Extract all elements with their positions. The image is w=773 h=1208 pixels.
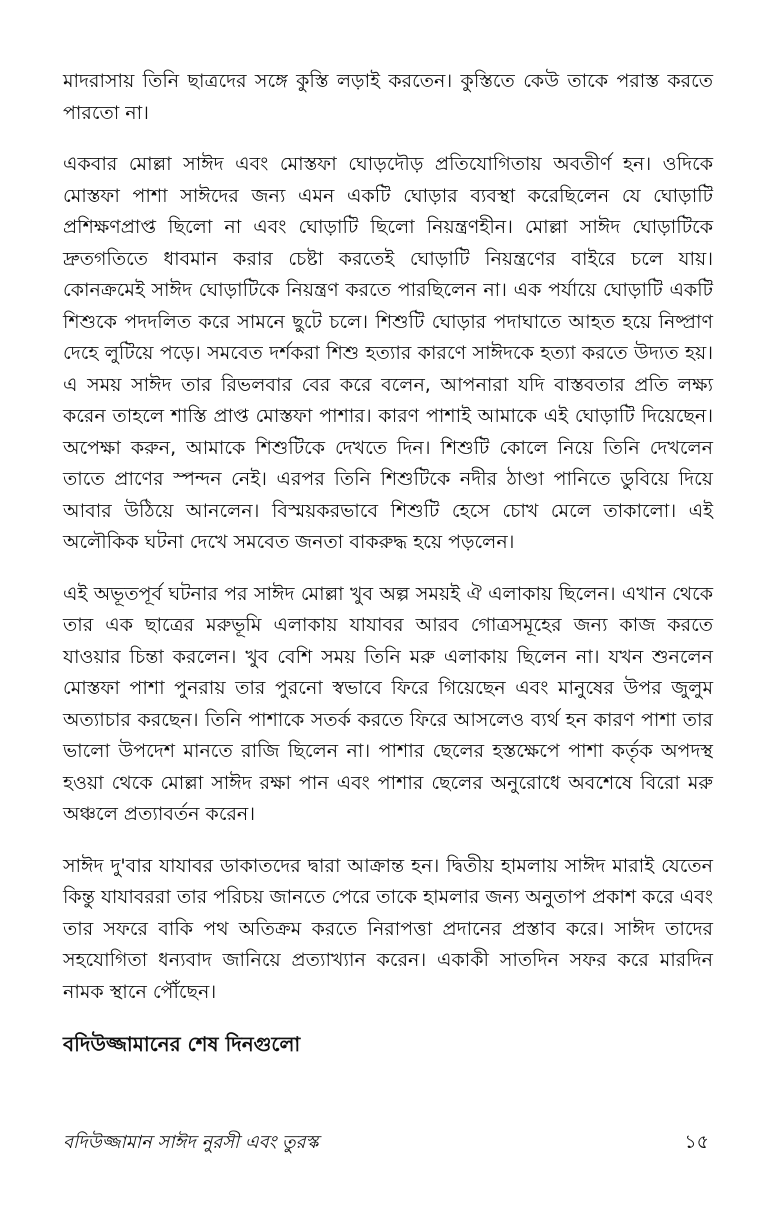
section-heading: বদিউজ্জামানের শেষ দিনগুলো — [63, 1032, 301, 1056]
page-number: ১৫ — [684, 1131, 709, 1153]
page-footer — [63, 1128, 713, 1160]
page-body — [63, 66, 713, 1060]
paragraph: সাঈদ দু'বার যাযাবর ডাকাতদের দ্বারা আক্রান্ত হন। দ্বিতীয় হামলায় সাঈদ মারাই যেতেন কিন্তু যাযাবররা তার পরিচয় জানতে পেরে তাকে হামলার জন্য অনুতাপ প্রকাশ করে এবং তার সফরে বাকি পথ অতিক্রম করতে নিরাপত্তা প্রদানের প্রস্তাব করে। সাঈদ তাদের সহযোগিতা ধন্যবাদ জানিয়ে প্রত্যাখ্যান করেন। একাকী সাতদিন সফর করে মারদিন নামক স্থানে পৌঁছেন। — [63, 854, 713, 1003]
paragraph: একবার মোল্লা সাঈদ এবং মোস্তফা ঘোড়দৌড় প্রতিযোগিতায় অবতীর্ণ হন। ওদিকে মোস্তফা পাশা সাঈদের জন্য এমন একটি ঘোড়ার ব্যবস্থা করেছিলেন যে ঘোড়াটি প্রশিক্ষণপ্রাপ্ত ছিলো না এবং ঘোড়াটি ছিলো নিয়ন্ত্রণহীন। মোল্লা সাঈদ ঘোড়াটিকে দ্রুতগতিতে ধাবমান করার চেষ্টা করতেই ঘোড়াটি নিয়ন্ত্রণের বাইরে চলে যায়। কোনক্রমেই সাঈদ ঘোড়াটিকে নিয়ন্ত্রণ করতে পারছিলেন না। এক পর্যায়ে ঘোড়াটি একটি শিশুকে পদদলিত করে সামনে ছুটে চলে। শিশুটি ঘোড়ার পদাঘাতে আহত হয়ে নিষ্প্রাণ দেহে লুটিয়ে পড়ে। সমবেত দর্শকরা শিশু হত্যার কারণে সাঈদকে হত্যা করতে উদ্যত হয়। এ সময় সাঈদ তার রিভলবার বের করে বলেন, আপনারা যদি বাস্তবতার প্রতি লক্ষ্য করেন তাহলে শাস্তি প্রাপ্ত মোস্তফা পাশার। কারণ পাশাই আমাকে এই ঘোড়াটি দিয়েছেন। অপেক্ষা করুন, আমাকে শিশুটিকে দেখতে দিন। শিশুটি কোলে নিয়ে তিনি দেখলেন তাতে প্রাণের স্পন্দন নেই। এরপর তিনি শিশুটিকে নদীর ঠাণ্ডা পানিতে ডুবিয়ে দিয়ে আবার উঠিয়ে আনলেন। বিস্ময়করভাবে শিশুটি হেসে চোখ মেলে তাকালো। এই অলৌকিক ঘটনা দেখে সমবেত জনতা বাকরুদ্ধ হয়ে পড়লেন। — [63, 153, 713, 553]
running-footer-title: বদিউজ্জামান সাঈদ নুরসী এবং তুরস্ক — [63, 1132, 319, 1153]
paragraph: মাদরাসায় তিনি ছাত্রদের সঙ্গে কুস্তি লড়াই করতেন। কুস্তিতে কেউ তাকে পরাস্ত করতে পারতো না। — [63, 70, 713, 124]
paragraph: এই অভূতপূর্ব ঘটনার পর সাঈদ মোল্লা খুব অল্প সময়ই ঐ এলাকায় ছিলেন। এখান থেকে তার এক ছাত্রের মরুভূমি এলাকায় যাযাবর আরব গোত্রসমূহের জন্য কাজ করতে যাওয়ার চিন্তা করলেন। খুব বেশি সময় তিনি মরু এলাকায় ছিলেন না। যখন শুনলেন মোস্তফা পাশা পুনরায় তার পুরনো স্বভাবে ফিরে গিয়েছেন এবং মানুষের উপর জুলুম অত্যাচার করছেন। তিনি পাশাকে সতর্ক করতে ফিরে আসলেও ব্যর্থ হন কারণ পাশা তার ভালো উপদেশ মানতে রাজি ছিলেন না। পাশার ছেলের হস্তক্ষেপে পাশা কর্তৃক অপদস্থ হওয়া থেকে মোল্লা সাঈদ রক্ষা পান এবং পাশার ছেলের অনুরোধে অবশেষে বিরো মরু অঞ্চলে প্রত্যাবর্তন করেন। — [63, 582, 713, 825]
